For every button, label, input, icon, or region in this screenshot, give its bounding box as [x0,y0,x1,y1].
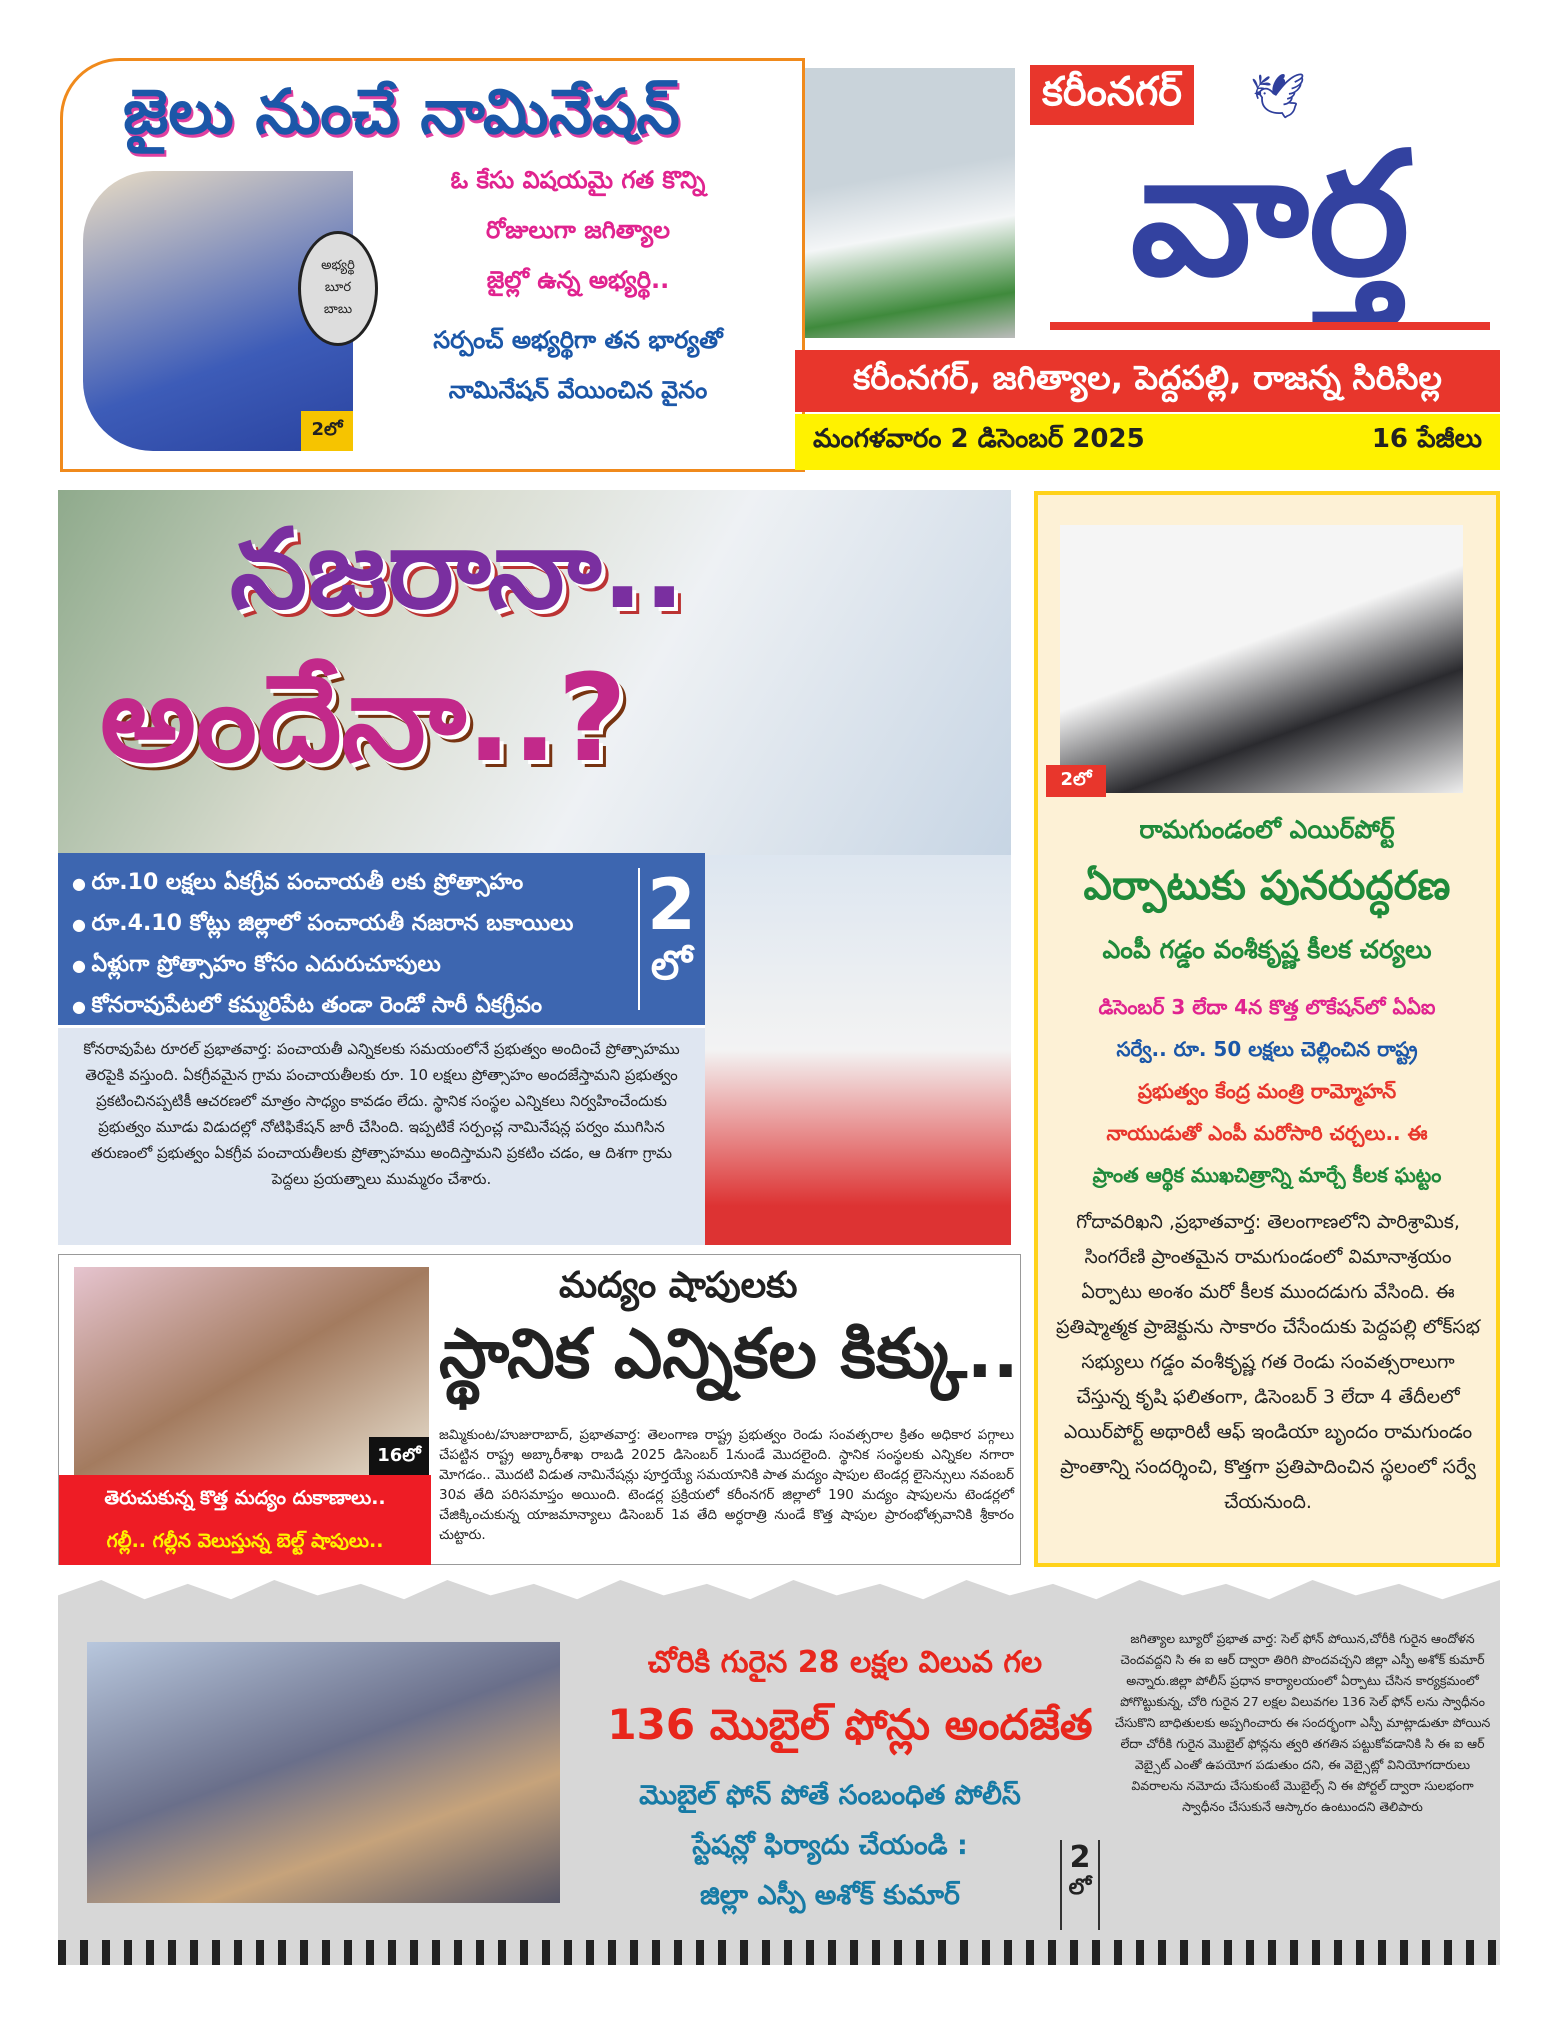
masthead-rule [1050,322,1490,330]
bullet-item: ● రూ.10 లక్షలు ఏకగ్రీవ పంచాయతీ లకు ప్రోత్సాహం [72,863,691,904]
page-ref-badge[interactable] [638,864,703,1010]
story-subhead: స్టేషన్లో ఫిర్యాదు చేయండి : [692,1830,968,1861]
story-body: జగిత్యాల బ్యూరో ప్రభాత వార్త: సెల్ ఫోన్ పోయిన,చోరీకి గురైన ఆందోళన చెందవద్దని సి ఈ ఐ ఆర్ ద్వారా తిరిగి పొందవచ్చని జిల్లా ఎస్పీ అశోక్ కుమార్ అన్నారు.జిల్లా పోలీస్ ప్రధాన కార్యాలయంలో ఏర్పాటు చేసిన కార్యక్రమంలో పోగొట్టుకున్న, చోరి గురైన 27 లక్షల విలువగల 136 సెల్ ఫోన్ లను స్వాధీనం చేసుకొని బాధితులకు అప్పగించారు ఈ సందర్భంగా ఎస్పీ మాట్లాడుతూ పోయిన లేదా చోరీకి గురైన మొబైల్ ఫోన్లను త్వరి తగతిన పట్టుకోవడానికి సి ఈ ఐ ఆర్ వెబ్సైట్ ఎంతో ఉపయోగ పడుతుం దని, ఈ వెబ్సైట్లో వినియోగదారులు వివరాలను నమోదు చేసుకుంటే మొబైల్స్ ని ఈ పోర్టల్ ద్వారా సులభంగా స్వాధీనం చేసుకునే ఆస్కారం ఉంటుందని తెలిపారు [1114,1631,1491,1814]
newspaper-logo: వార్త [1130,116,1410,314]
bullet-item: ● రూ.4.10 కోట్లు జిల్లాలో పంచాయతీ నజరాన బకాయిలు [72,904,691,945]
story-headline: 136 మొబైల్ ఫోన్లు అందజేత [607,1700,1093,1749]
liquor-shops-story [58,1254,1021,1565]
story-headline: స్థానిక ఎన్నికల కిక్కు.. [439,1315,1019,1394]
caption-line: తెరుచుకున్న కొత్త మద్యం దుకాణాలు.. [104,1487,386,1509]
sarpanch-cartoon [705,855,1011,1245]
main-headline-line1: నజరానా.. [230,505,686,633]
edition-districts: కరీంనగర్, జగిత్యాల, పెద్దపల్లి, రాజన్న సిరిసిల్ల [795,350,1500,412]
story-subhead: జిల్లా ఎస్పీ అశోక్ కుమార్ [700,1880,960,1911]
tag-line: అభ్యర్థి [321,257,355,273]
main-story-body: కోనరావుపేట రూరల్ ప్రభాతవార్త: పంచాయతీ ఎన్నికలకు సమయంలోనే ప్రభుత్వం అందించే ప్రోత్సాహము తెరపైకి వస్తుంది. ఏకగ్రీవమైన గ్రామ పంచాయతీలకు రూ. 10 లక్షలు ప్రోత్సాహం అందజేస్తామని ప్రభుత్వం ప్రకటించినప్పటికీ ఆచరణలో మాత్రం సాధ్యం కావడం లేదు. స్థానిక సంస్థల ఎన్నికలు నిర్వహించేందుకు ప్రభుత్వం మూడు విడుదల్లో నోటిఫికేషన్ జారీ చేసింది. ఇప్పటికే సర్పంచ్ల నామినేషన్ల పర్వం ముగిసిన తరుణంలో ప్రభుత్వం ఏకగ్రీవ పంచాయతీలకు ప్రోత్సాహము అందిస్తామని ప్రకటిం చడం, ఆ దిశగా గ్రామ పెద్దలు ప్రయత్నాలు ముమ్మరం చేశారు. [58,1028,705,1245]
deck-line: ప్రాంత ఆర్థిక ముఖచిత్రాన్ని మార్చే కీలక ఘట్టం [1092,1163,1442,1187]
deck-line: నామినేషన్ వేయించిన వైనం [448,376,708,404]
page-ref-number: 2 [647,864,696,946]
story-body: గోదావరిఖని ,ప్రభాతవార్త: తెలంగాణలోని పారిశ్రామిక, సింగరేణి ప్రాంతమైన రామగుండంలో విమానాశ్రయం ఏర్పాటు అంశం మరో కీలక ముందడుగు వేసింది. ఈ ప్రతిష్మాత్మక ప్రాజెక్టును సాకారం చేసేందుకు పెద్దపల్లి లోక్‌సభ సభ్యులు గడ్డం వంశీకృష్ణ గత రెండు సంవత్సరాలుగా చేస్తున్న కృషి ఫలితంగా, డిసెంబర్ 3 లేదా 4 తేదీలలో ఎయిర్‌పోర్ట్ అథారిటీ ఆఫ్ ఇండియా బృందం రామగుండం ప్రాంతాన్ని సందర్శించి, కొత్తగా ప్రతిపాదించిన స్థలంలో సర్వే చేయనుంది. [1055,1211,1481,1513]
deck-line: రోజులుగా జగిత్యాల [485,216,671,244]
page-count: 16 పేజీలు [1371,424,1482,454]
story-kicker: రామగుండంలో ఎయిర్‌పోర్ట్ [1139,815,1395,844]
main-headline-line2: అందేనా..? [100,650,628,789]
tag-line: బాబు [323,301,353,317]
page-ref-badge[interactable]: 2లో [1046,765,1106,797]
deck-line: ప్రభుత్వం కేంద్ర మంత్రి రామ్మోహన్ [1137,1079,1397,1103]
page-ref-suffix: లో [650,943,693,989]
story-headline: జైలు నుంచే నామినేషన్ [123,75,680,148]
deck-line: సర్పంచ్ అభ్యర్థిగా తన భార్యతో [433,326,723,354]
deck-line: డిసెంబర్ 3 లేదా 4న కొత్త లొకేషన్‌లో ఏఏఐ [1098,995,1436,1019]
tag-line: బూర [324,279,352,295]
dam-photo [805,68,1015,338]
deck-line: నాయుడుతో ఎంపీ మరోసారి చర్చలు.. ఈ [1106,1121,1428,1145]
dove-logo-icon: 🕊 [1250,71,1306,122]
page-ref-badge[interactable]: 16లో [369,1437,429,1477]
caption-line: గల్లీ.. గల్లీన వెలుస్తున్న బెల్ట్ షాపులు.. [106,1530,384,1552]
main-story-bullets [58,853,705,1025]
bullet-item: ● కోనరావుపేటలో కమ్మరిపేట తండా రెండో సారీ ఏకగ్రీవం [72,986,691,1027]
issue-date: మంగళవారం 2 డిసెంబర్ 2025 [813,424,1145,454]
brand-city: కరీంనగర్ [1030,65,1194,125]
story-headline: ఏర్పాటుకు పునరుద్ధరణ [1083,863,1451,909]
story-kicker: మద్యం షాపులకు [559,1265,798,1306]
page-ref-number: 2 [1069,1840,1091,1875]
jail-nomination-story [60,58,805,472]
page-ref-suffix: లో [1068,1875,1092,1900]
page-ref-badge[interactable]: 2లో [301,411,353,451]
story-kicker: చోరికి గురైన 28 లక్షల విలువ గల [647,1645,1043,1680]
mp-photo [1060,525,1463,793]
decorative-border [58,1940,1500,1965]
story-subhead: ఎంపీ గడ్డం వంశీకృష్ణ కీలక చర్యలు [1102,935,1432,964]
photo-caption [59,1475,431,1565]
deck-line: సర్వే.. రూ. 50 లక్షలు చెల్లించిన రాష్ట్ర [1116,1037,1418,1061]
story-body: జమ్మికుంట/హుజురాబాద్, ప్రభాతవార్త: తెలంగాణ రాష్ట్ర ప్రభుత్వం రెండు సంవత్సరాల క్రితం అధికార పగ్గాలు చేపట్టిన రాష్ట్ర అబ్కారీశాఖ రాబడి 2025 డిసెంబర్ 1నుండే మొదలైంది. స్థానిక సంస్థలకు ఎన్నికల నగారా మోగడం.. మొదటి విడుత నామినేషన్లు పూర్తయ్యే సమయానికి పాత మద్యం షాపుల టెండర్ల లైసెన్సులు నవంబర్ 30వ తేది పరిసమాప్తం అయింది. టెండర్ల ప్రక్రియలో కరీంనగర్ జిల్లాలో 190 మద్యం షాపులను టెండర్లలో చేజిక్కించుకున్న యాజమాన్యాలు డిసెంబర్ 1వ తేది అర్ధరాత్రి నుండే కొత్త షాపుల ప్రారంభోత్సవానికి శ్రీకారం చుట్టారు. [439,1427,1014,1543]
story-subhead: మొబైల్ ఫోన్ పోతే సంబంధిత పోలీస్ [639,1780,1021,1811]
deck-line: ఓ కేసు విషయమై గత కొన్ని [450,166,706,194]
airport-story [1034,491,1500,1567]
dateline [795,414,1500,470]
bullet-item: ● ఏళ్లుగా ప్రోత్సాహం కోసం ఎదురుచూపులు [72,945,691,986]
deck-line: జైల్లో ఉన్న అభ్యర్థి.. [486,266,670,294]
page-ref-badge[interactable] [1060,1840,1100,1930]
police-group-photo [87,1642,560,1903]
